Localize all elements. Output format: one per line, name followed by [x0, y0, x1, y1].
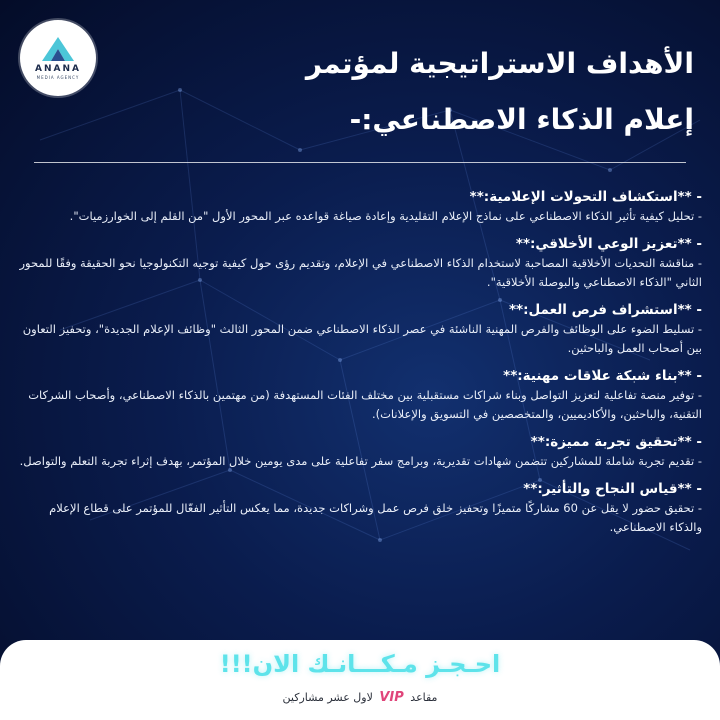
objective-heading: - **تحقيق تجربة مميزة:**	[530, 434, 702, 450]
objective-heading: - **استشراف فرص العمل:**	[508, 302, 702, 318]
seats-suffix: لاول عشر مشاركين	[282, 691, 373, 704]
objective-description: - تحليل كيفية تأثير الذكاء الاصطناعي على نماذج الإعلام التقليدية وإعادة صياغة قواعده عبر المحور الأول "من القلم إلى الخوارزميات".	[69, 209, 702, 223]
objective-heading: - **استكشاف التحولات الإعلامية:**	[469, 189, 702, 205]
objective-description: - تحقيق حضور لا يقل عن 60 مشاركًا متميزًا وتحفيز خلق فرص عمل وشراكات جديدة، مما يعكس التأثير الفعّال للمؤتمر على قطاع الإعلام والذكاء الاصطناعي.	[49, 501, 702, 534]
objectives-list	[18, 188, 702, 546]
title-line-2: إعلام الذكاء الاصطناعي:-	[349, 103, 694, 136]
objective-item	[18, 188, 702, 226]
objective-description: - تسليط الضوء على الوظائف والفرص المهنية الناشئة في عصر الذكاء الاصطناعي ضمن المحور الثالث "وظائف الإعلام الجديدة"، وتحفيز التعاون بين أصحاب العمل والباحثين.	[22, 322, 702, 355]
logo-name: ANANA	[35, 64, 81, 74]
objective-item	[18, 235, 702, 292]
logo-subtitle: MEDIA AGENCY	[36, 75, 80, 80]
page-title	[134, 36, 694, 148]
objective-item	[18, 480, 702, 537]
objective-heading: - **قياس النجاح والتأثير:**	[523, 481, 702, 497]
objective-item	[18, 301, 702, 358]
footer-banner	[0, 640, 720, 720]
brand-logo	[20, 20, 96, 96]
objective-item	[18, 433, 702, 471]
logo-mark-icon	[41, 36, 75, 62]
title-divider	[34, 162, 686, 163]
objective-description: - مناقشة التحديات الأخلاقية المصاحبة لاستخدام الذكاء الاصطناعي في الإعلام، وتقديم رؤى حول كيفية توجيه التكنولوجيا نحو الحقيقة وفقًا للمحور الثاني "الذكاء الاصطناعي والبوصلة الأخلاقية".	[19, 256, 702, 289]
objective-heading: - **تعزيز الوعي الأخلاقي:**	[515, 236, 702, 252]
vip-badge: VIP	[379, 690, 404, 705]
objective-description: - توفير منصة تفاعلية لتعزيز التواصل وبناء شراكات مستقبلية بين مختلف الفئات المستهدفة (من مهتمين بالذكاء الاصطناعي، وأصحاب الشركات التقنية، والباحثين، والأكاديميين، والمتخصصين في التسويق والإعلانات).	[28, 388, 702, 421]
title-line-1: الأهداف الاستراتيجية لمؤتمر	[305, 47, 694, 80]
vip-seats-note	[0, 690, 720, 705]
objective-heading: - **بناء شبكة علاقات مهنية:**	[503, 368, 702, 384]
book-now-cta[interactable]: احـجـز مـكـــانـك الان!!!	[219, 650, 501, 678]
seats-prefix: مقاعد	[410, 691, 438, 704]
objective-description: - تقديم تجربة شاملة للمشاركين تتضمن شهادات تقديرية، وبرامج سفر تفاعلية على مدى يومين خلال المؤتمر، بهدف إثراء تجربة التعلم والتواصل.	[19, 454, 702, 468]
objective-item	[18, 367, 702, 424]
